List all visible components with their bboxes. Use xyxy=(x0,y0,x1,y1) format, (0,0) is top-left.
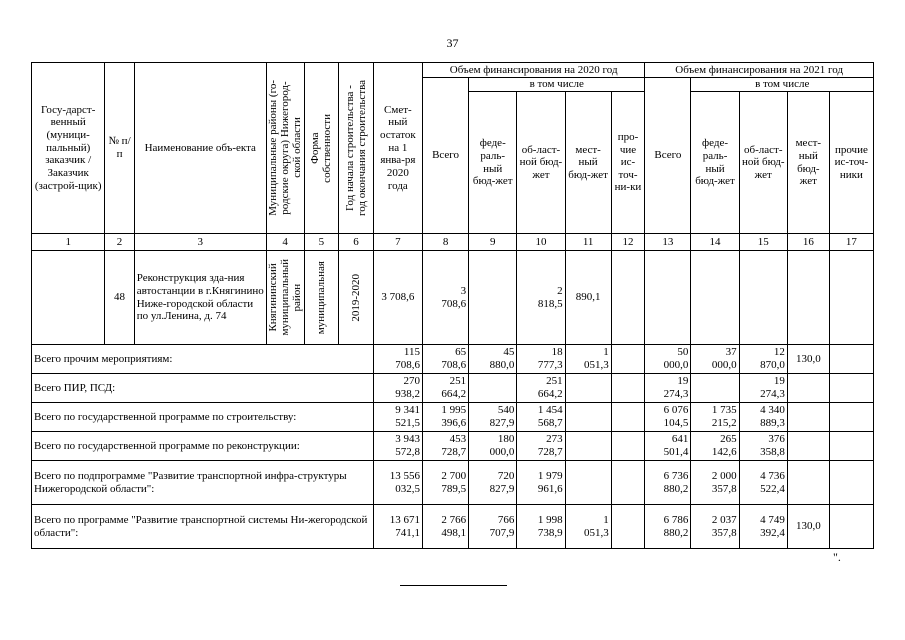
summary-total-2020: 2 766 498,1 xyxy=(423,505,469,549)
header-federal-2021: феде-раль-ный бюд-жет xyxy=(691,92,739,234)
summary-regional-2020: 1 454 568,7 xyxy=(517,403,565,432)
header-customer: Госу-дарст-венный (муници-пальный) заказчик / Заказчик (застрой-щик) xyxy=(32,63,105,234)
summary-other-2021 xyxy=(829,345,873,374)
header-other-2020: про-чие ис-точ-ни-ки xyxy=(611,92,645,234)
summary-federal-2020: 766 707,9 xyxy=(469,505,517,549)
header-object-name: Наименование объ-екта xyxy=(134,63,266,234)
summary-total-2020: 65 708,6 xyxy=(423,345,469,374)
summary-other-2020 xyxy=(611,374,645,403)
summary-total-2021: 6 076 104,5 xyxy=(645,403,691,432)
summary-other-2020 xyxy=(611,432,645,461)
object-regional-2021 xyxy=(739,251,787,345)
summary-label: Всего прочим мероприятиям: xyxy=(32,345,374,374)
header-fin-2021: Объем финансирования на 2021 год xyxy=(645,63,874,78)
header-other-2021: прочие ис-точ-ники xyxy=(829,92,873,234)
summary-total-2021: 641 501,4 xyxy=(645,432,691,461)
summary-label: Всего ПИР, ПСД: xyxy=(32,374,374,403)
object-total-2021 xyxy=(645,251,691,345)
summary-federal-2021: 2 037 357,8 xyxy=(691,505,739,549)
summary-local-2020 xyxy=(565,403,611,432)
summary-estimate: 3 943 572,8 xyxy=(373,432,422,461)
summary-local-2020: 1 051,3 xyxy=(565,345,611,374)
header-regional-2021: об-ласт-ной бюд-жет xyxy=(739,92,787,234)
object-customer xyxy=(32,251,105,345)
summary-local-2021 xyxy=(787,374,829,403)
summary-local-2021: 130,0 xyxy=(787,345,829,374)
column-number: 11 xyxy=(565,234,611,251)
header-local-2020: мест-ный бюд-жет xyxy=(565,92,611,234)
summary-regional-2020: 18 777,3 xyxy=(517,345,565,374)
column-number: 8 xyxy=(423,234,469,251)
summary-federal-2020: 180 000,0 xyxy=(469,432,517,461)
summary-local-2020 xyxy=(565,374,611,403)
header-including-2020: в том числе xyxy=(469,78,645,92)
summary-other-2020 xyxy=(611,505,645,549)
summary-local-2020 xyxy=(565,432,611,461)
summary-federal-2021 xyxy=(691,374,739,403)
header-federal-2020: феде-раль-ный бюд-жет xyxy=(469,92,517,234)
column-number: 16 xyxy=(787,234,829,251)
summary-total-2020: 2 700 789,5 xyxy=(423,461,469,505)
object-federal-2020 xyxy=(469,251,517,345)
summary-federal-2021: 37 000,0 xyxy=(691,345,739,374)
column-number-row xyxy=(32,234,874,251)
summary-regional-2021: 19 274,3 xyxy=(739,374,787,403)
object-regional-2020: 2 818,5 xyxy=(517,251,565,345)
header-districts: Муниципальные районы (го- родские округа) Нижегород- ской области xyxy=(266,63,304,234)
footer-divider xyxy=(400,585,507,586)
summary-label: Всего по государственной программе по строительству: xyxy=(32,403,374,432)
page-number: 37 xyxy=(446,36,459,50)
summary-regional-2020: 1 979 961,6 xyxy=(517,461,565,505)
header-total-2021: Всего xyxy=(645,78,691,234)
summary-local-2020 xyxy=(565,461,611,505)
summary-regional-2021: 4 340 889,3 xyxy=(739,403,787,432)
summary-row xyxy=(32,505,874,549)
summary-regional-2021: 4 736 522,4 xyxy=(739,461,787,505)
column-number: 3 xyxy=(134,234,266,251)
object-ownership: муниципальная xyxy=(304,251,339,345)
summary-regional-2021: 4 749 392,4 xyxy=(739,505,787,549)
summary-total-2021: 6 736 880,2 xyxy=(645,461,691,505)
summary-other-2021 xyxy=(829,403,873,432)
summary-regional-2021: 12 870,0 xyxy=(739,345,787,374)
column-number: 12 xyxy=(611,234,645,251)
header-years: Год начала строительства - год окончания строительства xyxy=(339,63,374,234)
summary-total-2020: 453 728,7 xyxy=(423,432,469,461)
summary-federal-2021: 265 142,6 xyxy=(691,432,739,461)
column-number: 2 xyxy=(105,234,134,251)
summary-local-2020: 1 051,3 xyxy=(565,505,611,549)
object-other-2020 xyxy=(611,251,645,345)
header-total-2020: Всего xyxy=(423,78,469,234)
summary-local-2021: 130,0 xyxy=(787,505,829,549)
object-name: Реконструкция зда-ния автостанции в г.Княгинино Ниже-городской области по ул.Ленина, д. 74 xyxy=(134,251,266,345)
summary-other-2020 xyxy=(611,403,645,432)
summary-other-2020 xyxy=(611,461,645,505)
header-fin-2020: Объем финансирования на 2020 год xyxy=(423,63,645,78)
summary-local-2021 xyxy=(787,432,829,461)
summary-federal-2020 xyxy=(469,374,517,403)
column-number: 14 xyxy=(691,234,739,251)
summary-other-2021 xyxy=(829,461,873,505)
summary-row xyxy=(32,461,874,505)
column-number: 4 xyxy=(266,234,304,251)
summary-estimate: 115 708,6 xyxy=(373,345,422,374)
summary-local-2021 xyxy=(787,461,829,505)
summary-row xyxy=(32,345,874,374)
summary-estimate: 13 671 741,1 xyxy=(373,505,422,549)
object-total-2020: 3 708,6 xyxy=(423,251,469,345)
column-number: 6 xyxy=(339,234,374,251)
object-local-2020: 890,1 xyxy=(565,251,611,345)
summary-local-2021 xyxy=(787,403,829,432)
column-number: 13 xyxy=(645,234,691,251)
column-number: 17 xyxy=(829,234,873,251)
header-including-2021: в том числе xyxy=(691,78,874,92)
header-ownership: Форма собственности xyxy=(304,63,339,234)
summary-estimate: 13 556 032,5 xyxy=(373,461,422,505)
financing-table xyxy=(31,62,874,549)
summary-federal-2020: 540 827,9 xyxy=(469,403,517,432)
summary-total-2021: 50 000,0 xyxy=(645,345,691,374)
column-number: 10 xyxy=(517,234,565,251)
summary-total-2020: 251 664,2 xyxy=(423,374,469,403)
summary-label: Всего по подпрограмме "Развитие транспортной инфра-структуры Нижегородской области": xyxy=(32,461,374,505)
summary-regional-2020: 1 998 738,9 xyxy=(517,505,565,549)
summary-federal-2020: 720 827,9 xyxy=(469,461,517,505)
summary-regional-2020: 273 728,7 xyxy=(517,432,565,461)
object-other-2021 xyxy=(829,251,873,345)
summary-row xyxy=(32,374,874,403)
summary-label: Всего по государственной программе по реконструкции: xyxy=(32,432,374,461)
summary-federal-2021: 1 735 215,2 xyxy=(691,403,739,432)
header-row-1 xyxy=(32,63,874,78)
header-estimate: Смет-ный остаток на 1 янва-ря 2020 года xyxy=(373,63,422,234)
summary-other-2021 xyxy=(829,374,873,403)
summary-estimate: 9 341 521,5 xyxy=(373,403,422,432)
summary-other-2021 xyxy=(829,505,873,549)
summary-total-2020: 1 995 396,6 xyxy=(423,403,469,432)
summary-regional-2021: 376 358,8 xyxy=(739,432,787,461)
header-local-2021: мест-ный бюд-жет xyxy=(787,92,829,234)
column-number: 15 xyxy=(739,234,787,251)
summary-total-2021: 6 786 880,2 xyxy=(645,505,691,549)
column-number: 5 xyxy=(304,234,339,251)
column-number: 7 xyxy=(373,234,422,251)
column-number: 9 xyxy=(469,234,517,251)
object-federal-2021 xyxy=(691,251,739,345)
object-years: 2019-2020 xyxy=(339,251,374,345)
summary-row xyxy=(32,403,874,432)
header-regional-2020: об-ласт-ной бюд-жет xyxy=(517,92,565,234)
summary-regional-2020: 251 664,2 xyxy=(517,374,565,403)
summary-total-2021: 19 274,3 xyxy=(645,374,691,403)
summary-federal-2020: 45 880,0 xyxy=(469,345,517,374)
closing-quote-mark: ". xyxy=(833,550,841,564)
summary-other-2020 xyxy=(611,345,645,374)
summary-row xyxy=(32,432,874,461)
summary-estimate: 270 938,2 xyxy=(373,374,422,403)
summary-other-2021 xyxy=(829,432,873,461)
object-num: 48 xyxy=(105,251,134,345)
header-num: № п/п xyxy=(105,63,134,234)
object-estimate: 3 708,6 xyxy=(373,251,422,345)
object-local-2021 xyxy=(787,251,829,345)
summary-federal-2021: 2 000 357,8 xyxy=(691,461,739,505)
object-row xyxy=(32,251,874,345)
object-district: Княгининский муниципальный район xyxy=(266,251,304,345)
summary-label: Всего по программе "Развитие транспортной системы Ни-жегородской области": xyxy=(32,505,374,549)
column-number: 1 xyxy=(32,234,105,251)
